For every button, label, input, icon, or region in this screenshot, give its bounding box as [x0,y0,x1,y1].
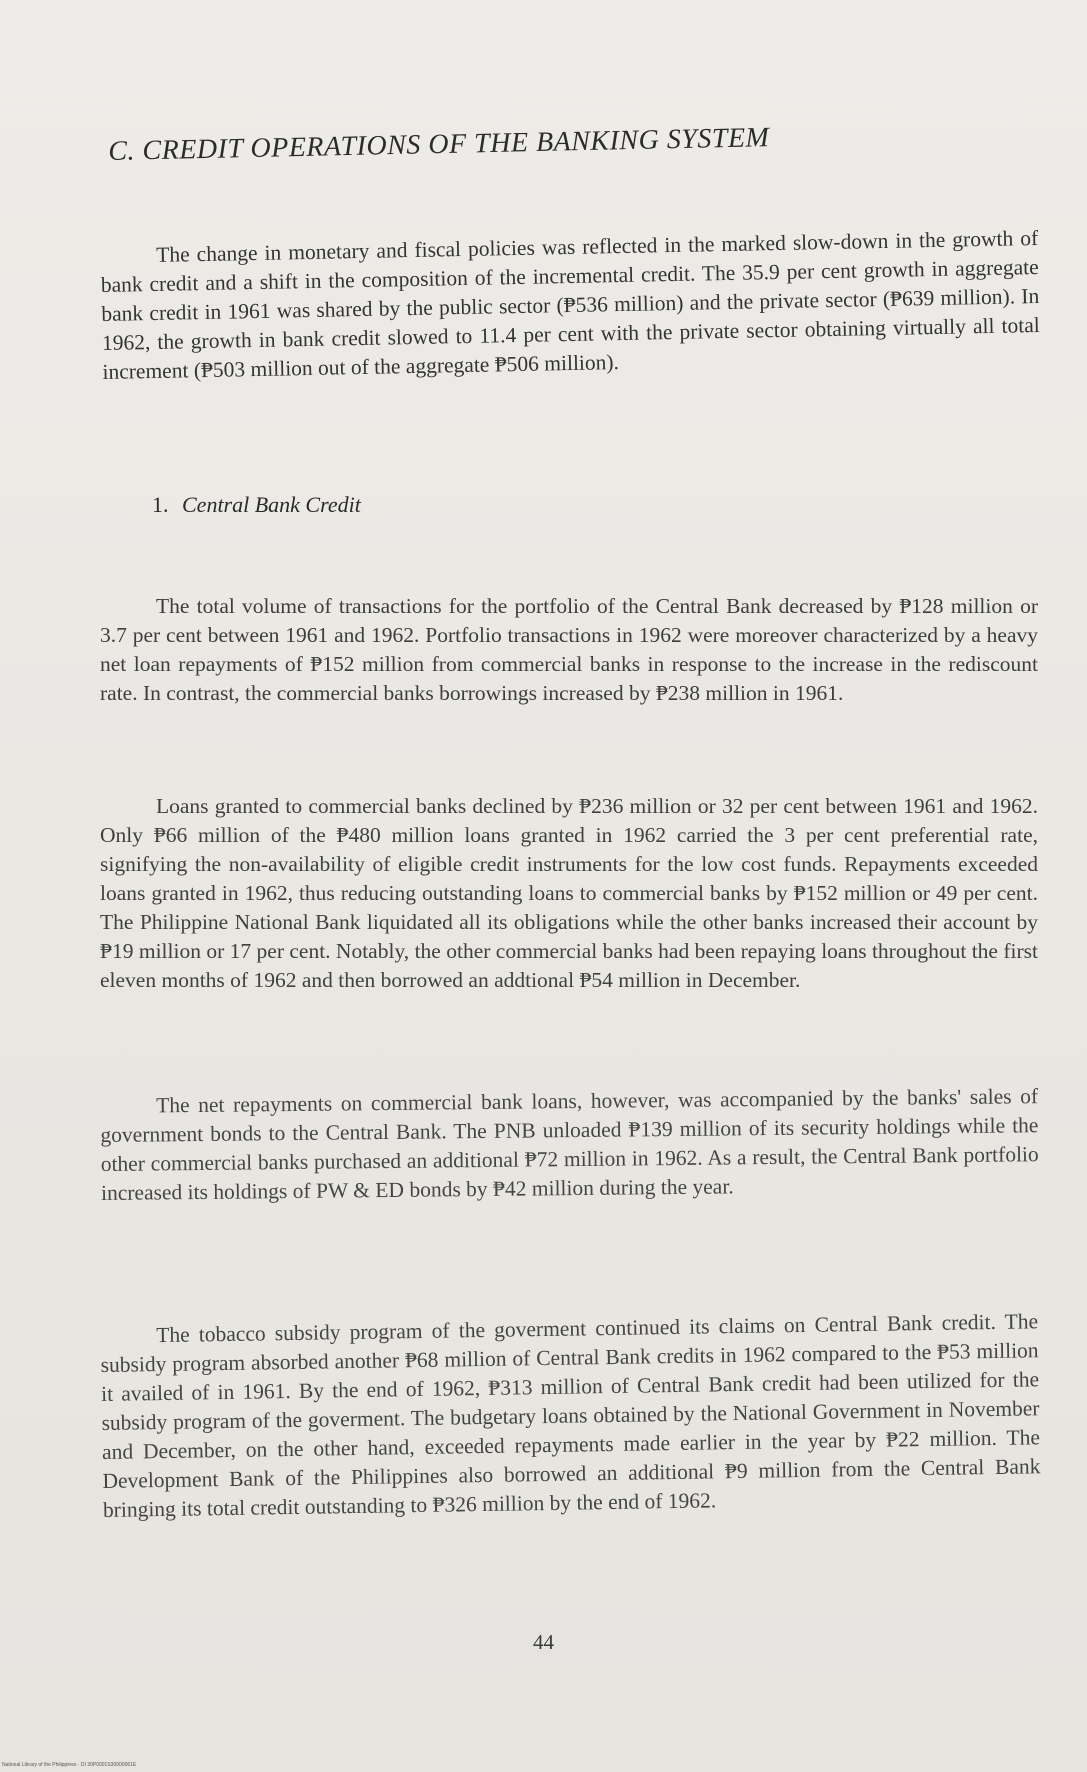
paragraph-portfolio-transactions: The total volume of transactions for the portfolio of the Central Bank decreased by ₱128 million or 3.7 per cent between 1961 and 1962. Portfolio transactions in 1962 were moreover characterized by a heavy net loan repayments of ₱152 million from commercial banks in response to the increase in the rediscount rate. In contrast, the commercial banks borrowings increased by ₱238 million in 1961. [100,593,1038,705]
subsection-title: Central Bank Credit [182,492,361,517]
paragraph-tobacco-subsidy: The tobacco subsidy program of the goverment continued its claims on Central Bank credit. The subsidy program absorbed another ₱68 million of Central Bank credits in 1962 compared to the ₱53 million it availed of in 1961. By the end of 1962, ₱313 million of Central Bank credit had been utilized for the subsidy program of the goverment. The budgetary loans obtained by the National Government in November and December, on the other hand, exceeded repayments made earlier in the year by ₱22 million. The Development Bank of the Philippines also borrowed an additional ₱9 million from the Central Bank bringing its total credit outstanding to ₱326 million by the end of 1962. [100,1308,1041,1522]
section-title: C. CREDIT OPERATIONS OF THE BANKING SYSTEM [108,122,770,167]
paragraph-net-repayments: The net repayments on commercial bank loans, however, was accompanied by the banks' sales of government bonds to the Central Bank. The PNB unloaded ₱139 million of its security holdings while the other commercial banks purchased an additional ₱72 million in 1962. As a result, the Central Bank portfolio increased its holdings of PW & ED bonds by ₱42 million during the year. [100,1083,1039,1205]
paragraph-credit-overview: The change in monetary and fiscal policies was reflected in the marked slow-down in the growth of bank credit and a shift in the composition of the incremental credit. The 35.9 per cent growth in aggregate bank credit in 1961 was shared by the public sector (₱536 million) and the private sector (₱639 million). In 1962, the growth in bank credit slowed to 11.4 per cent with the private sector obtaining virtually all total increment (₱503 million out of the aggregate ₱506 million). [100,225,1040,384]
footer-note: National Library of the Philippines · DI 30P0001S30000061E [2,1762,137,1768]
page-number: 44 [533,1630,554,1654]
paragraph-loans-commercial-banks: Loans granted to commercial banks declined by ₱236 million or 32 per cent between 1961 and 1962. Only ₱66 million of the ₱480 million loans granted in 1962 carried the 3 per cent preferential rate, signifying the non-availability of eligible credit instruments for the low cost funds. Repayments exceeded loans granted in 1962, thus reducing outstanding loans to commercial banks by ₱152 million or 49 per cent. The Philippine National Bank liquidated all its obligations while the other banks increased their account by ₱19 million or 17 per cent. Notably, the other commercial banks had been repaying loans throughout the first eleven months of 1962 and then borrowed an addtional ₱54 million in December. [100,793,1038,992]
subsection-number: 1. [152,492,169,517]
subsection-heading [152,492,361,518]
